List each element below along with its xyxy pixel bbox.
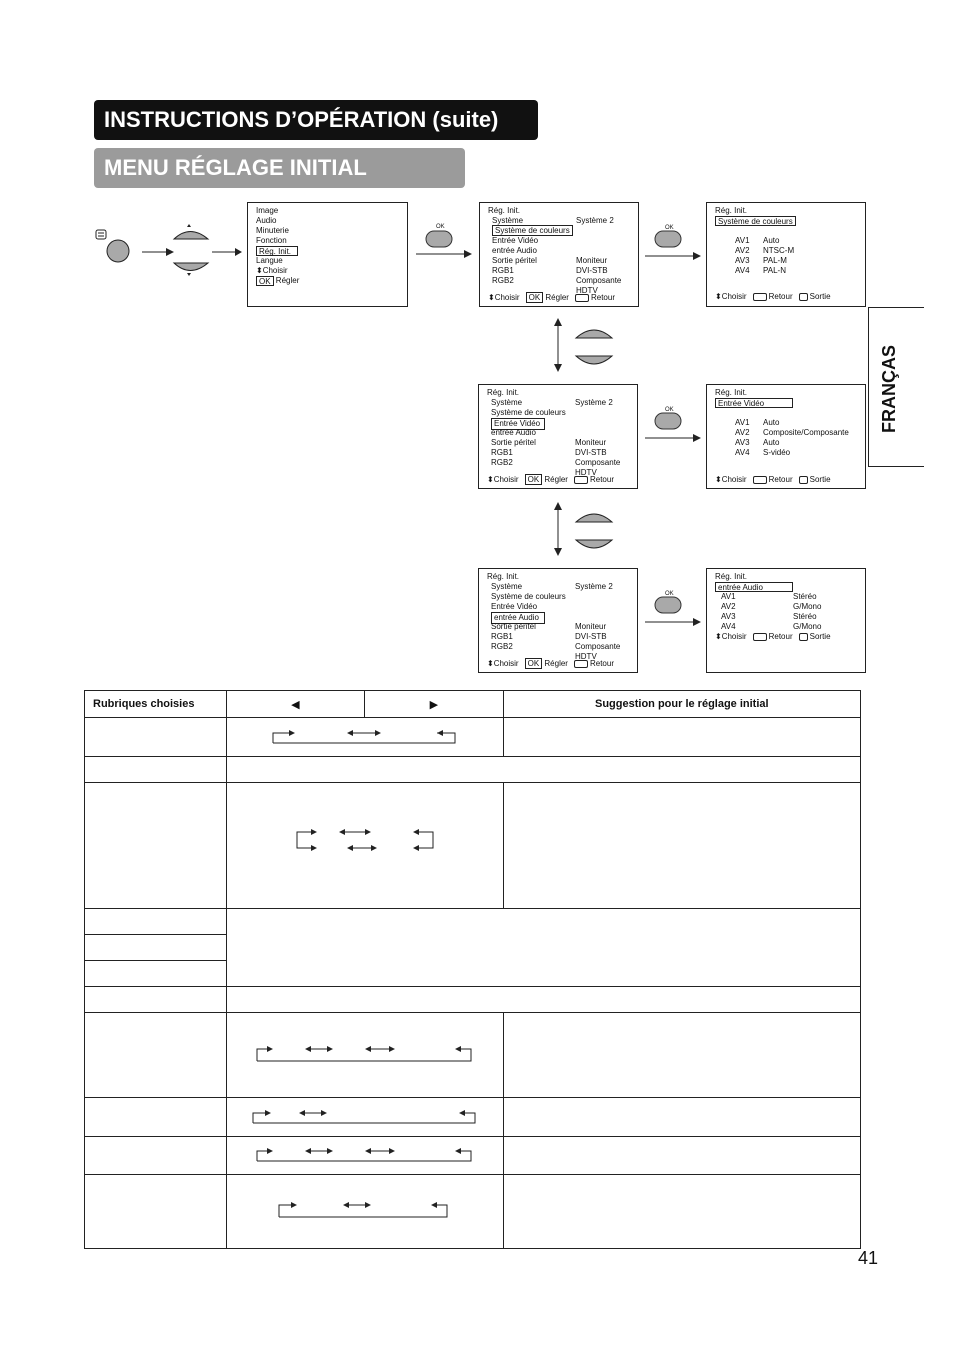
row-label-selected[interactable]: Entrée Vidéo	[491, 418, 545, 430]
table-row	[85, 987, 861, 1013]
init-menu-panel-3	[478, 568, 638, 673]
foot-exit: Sortie	[809, 475, 831, 484]
row-label: RGB2	[492, 276, 514, 285]
init-menu-panel-2	[478, 384, 638, 489]
row-value[interactable]: PAL-M	[763, 256, 787, 265]
foot-back: Retour	[589, 475, 614, 484]
panel-footer	[488, 293, 615, 303]
table-row	[85, 1098, 861, 1137]
ok-label: OK	[665, 591, 674, 597]
return-icon	[575, 294, 589, 302]
row-label: RGB2	[491, 458, 513, 467]
ok-arrow	[643, 226, 703, 266]
row-value[interactable]: PAL-N	[763, 266, 786, 275]
return-icon	[753, 633, 767, 641]
up-button-icon	[576, 514, 612, 522]
row-label: RGB2	[491, 642, 513, 651]
audio-input-panel	[706, 568, 866, 673]
panel-footer	[715, 292, 831, 302]
panel-footer	[487, 659, 614, 669]
row-label: RGB1	[492, 266, 514, 275]
updown-icon: ⬍	[488, 293, 495, 302]
row-label: AV2	[735, 246, 750, 255]
return-icon	[753, 476, 767, 484]
foot-set: Régler	[544, 475, 568, 484]
main-menu-item[interactable]: Image	[256, 206, 279, 215]
row-label: AV3	[721, 612, 736, 621]
col-header-left	[226, 691, 365, 718]
row-label: RGB1	[491, 448, 513, 457]
foot-set: Régler	[275, 276, 300, 285]
row-value[interactable]: G/Mono	[793, 622, 822, 631]
row-label: AV4	[735, 266, 750, 275]
menu-button-icon	[107, 240, 129, 262]
col-header-suggestion: Suggestion pour le réglage initial	[503, 691, 860, 718]
foot-choose: Choisir	[721, 292, 747, 301]
cycle-diagram	[226, 718, 503, 757]
foot-back: Retour	[768, 475, 793, 484]
foot-set: Régler	[544, 659, 568, 668]
panel-footer	[487, 475, 614, 485]
main-menu-item[interactable]: Fonction	[256, 236, 287, 245]
cycle-diagram	[226, 1098, 503, 1137]
page-title: INSTRUCTIONS D’OPÉRATION (suite)	[94, 100, 538, 140]
row-value: HDTV	[575, 468, 597, 477]
panel-heading: Système de couleurs	[715, 216, 796, 226]
cycle-arrows-icon	[227, 1195, 503, 1225]
foot-choose: Choisir	[721, 475, 747, 484]
language-tab-label: FRANÇAS	[879, 345, 899, 433]
row-value[interactable]: Auto	[763, 418, 780, 427]
panel-title: Rég. Init.	[488, 206, 521, 215]
row-label: Entrée Vidéo	[492, 236, 539, 245]
cycle-arrows-icon	[227, 1039, 503, 1069]
panel-heading: entrée Audio	[715, 582, 793, 592]
row-value[interactable]: Auto	[763, 438, 780, 447]
foot-set: Régler	[545, 293, 569, 302]
main-menu-item-selected[interactable]: Rég. Init.	[256, 246, 298, 256]
down-button-icon	[576, 540, 612, 548]
row-value[interactable]: Stéréo	[793, 612, 817, 621]
cycle-diagram	[226, 1175, 503, 1249]
row-label: Système	[491, 582, 523, 591]
row-label-selected[interactable]: Système de couleurs	[492, 225, 573, 236]
row-value: Système 2	[576, 216, 614, 225]
row-value: Système 2	[575, 398, 613, 407]
row-label: AV2	[721, 602, 736, 611]
right-arrow-icon: ▶	[429, 698, 439, 711]
ok-icon: OK	[256, 276, 274, 286]
row-label: AV1	[721, 592, 736, 601]
language-tab	[868, 307, 924, 467]
ok-label: OK	[436, 224, 445, 230]
row-value: Composante	[575, 458, 621, 467]
table-header-row	[85, 691, 861, 718]
row-label: AV3	[735, 256, 750, 265]
main-menu-panel	[247, 202, 408, 307]
main-menu-item[interactable]: Minuterie	[256, 226, 289, 235]
cycle-diagram	[226, 1013, 503, 1098]
table-row	[85, 783, 861, 909]
up-button-icon	[576, 330, 612, 338]
left-arrow-icon: ◀	[291, 698, 300, 711]
row-value[interactable]: NTSC-M	[763, 246, 795, 255]
exit-icon	[799, 633, 808, 641]
row-value: HDTV	[575, 652, 597, 661]
row-label: AV4	[735, 448, 750, 457]
table-row	[85, 1013, 861, 1098]
row-label: AV1	[735, 236, 750, 245]
updown-icon: ⬍	[487, 475, 494, 484]
ok-icon: OK	[525, 474, 543, 485]
row-value[interactable]: Stéréo	[793, 592, 817, 601]
row-label: Système de couleurs	[491, 408, 566, 417]
return-icon	[574, 476, 588, 484]
updown-icon: ⬍	[715, 475, 722, 484]
foot-choose: Choisir	[494, 293, 520, 302]
updown-connector	[550, 502, 620, 558]
ok-label: OK	[665, 225, 674, 231]
up-button-icon	[174, 232, 208, 240]
row-label: Sortie péritel	[491, 622, 536, 631]
down-button-icon	[174, 263, 208, 271]
row-value: Moniteur	[575, 438, 607, 447]
row-value: Composante	[576, 276, 622, 285]
row-label: Entrée Vidéo	[491, 602, 538, 611]
row-label-selected[interactable]: entrée Audio	[491, 612, 545, 624]
panel-heading: Entrée Vidéo	[715, 398, 793, 408]
cycle-arrows-icon	[227, 1139, 503, 1169]
return-icon	[574, 660, 588, 668]
remote-buttons	[92, 222, 242, 278]
page-number: 41	[858, 1248, 879, 1268]
row-label: AV1	[735, 418, 750, 427]
exit-icon	[799, 476, 808, 484]
updown-connector	[550, 318, 620, 374]
col-header-items: Rubriques choisies	[85, 691, 227, 718]
updown-icon: ⬍	[715, 292, 722, 301]
row-label: Sortie péritel	[492, 256, 537, 265]
row-label: Système	[492, 216, 524, 225]
row-label: Sortie péritel	[491, 438, 536, 447]
row-label: Système de couleurs	[491, 592, 566, 601]
updown-icon: ⬍	[487, 659, 494, 668]
row-value: Système 2	[575, 582, 613, 591]
video-input-panel	[706, 384, 866, 489]
foot-exit: Sortie	[809, 632, 831, 641]
ok-icon: OK	[525, 658, 543, 669]
updown-icon: ⬍	[715, 632, 722, 641]
row-value: DVI-STB	[575, 632, 607, 641]
panel-title: Rég. Init.	[715, 388, 748, 397]
row-value[interactable]: S-vidéo	[763, 448, 791, 457]
panel-title: Rég. Init.	[487, 572, 520, 581]
foot-choose: Choisir	[721, 632, 747, 641]
foot-back: Retour	[589, 659, 614, 668]
table-row	[85, 1137, 861, 1175]
cycle-diagram	[226, 783, 503, 909]
cycle-arrows-icon	[227, 1101, 503, 1131]
row-label: RGB1	[491, 632, 513, 641]
row-value: Moniteur	[576, 256, 608, 265]
main-menu-item[interactable]: Langue	[256, 256, 283, 265]
row-value[interactable]: Composite/Composante	[763, 428, 849, 437]
row-value: HDTV	[576, 286, 598, 295]
foot-choose: Choisir	[262, 266, 288, 275]
row-value: Composante	[575, 642, 621, 651]
section-title: MENU RÉGLAGE INITIAL	[94, 148, 465, 188]
cycle-diagram	[226, 1137, 503, 1175]
row-label: entrée Audio	[491, 428, 536, 437]
ok-icon: OK	[526, 292, 544, 303]
init-menu-panel-1	[479, 202, 639, 307]
exit-icon	[799, 293, 808, 301]
row-label: Système	[491, 398, 523, 407]
table-row	[85, 757, 861, 783]
row-value: DVI-STB	[576, 266, 608, 275]
foot-choose: Choisir	[493, 659, 519, 668]
return-icon	[753, 293, 767, 301]
row-value: Moniteur	[575, 622, 607, 631]
col-header-right	[365, 691, 504, 718]
panel-title: Rég. Init.	[487, 388, 520, 397]
foot-back: Retour	[768, 632, 793, 641]
row-value[interactable]: G/Mono	[793, 602, 822, 611]
cycle-arrows-icon	[227, 721, 503, 751]
table-row	[85, 909, 861, 935]
foot-back: Retour	[768, 292, 793, 301]
foot-back: Retour	[590, 293, 615, 302]
row-label: entrée Audio	[492, 246, 537, 255]
main-menu-item[interactable]: Audio	[256, 216, 277, 225]
row-value[interactable]: Auto	[763, 236, 780, 245]
settings-table	[84, 690, 861, 1249]
updown-icon: ⬍	[256, 266, 263, 275]
table-row	[85, 718, 861, 757]
row-label: AV2	[735, 428, 750, 437]
row-label: AV4	[721, 622, 736, 631]
menu-icon	[96, 230, 106, 239]
ok-arrow	[643, 408, 703, 448]
foot-choose: Choisir	[493, 475, 519, 484]
panel-title: Rég. Init.	[715, 206, 748, 215]
ok-label: OK	[665, 407, 674, 413]
row-value: DVI-STB	[575, 448, 607, 457]
ok-arrow	[643, 592, 703, 632]
row-label: AV3	[735, 438, 750, 447]
cycle-arrows-icon	[227, 824, 503, 864]
panel-title: Rég. Init.	[715, 572, 748, 581]
color-system-panel	[706, 202, 866, 307]
down-button-icon	[576, 356, 612, 364]
foot-exit: Sortie	[809, 292, 831, 301]
panel-footer	[715, 475, 831, 485]
table-row	[85, 1175, 861, 1249]
